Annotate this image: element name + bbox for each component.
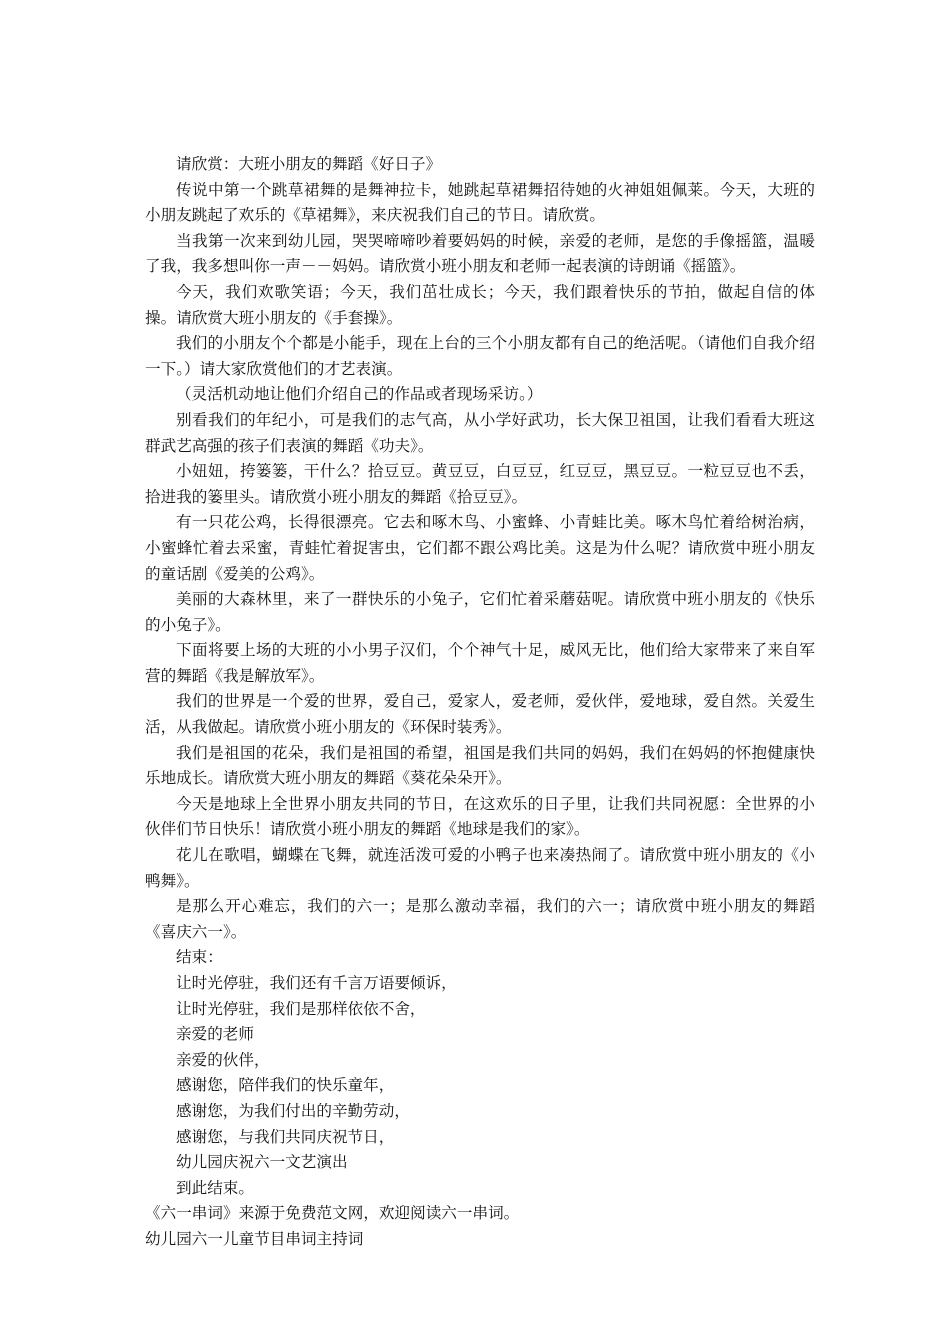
footer-section — [145, 1201, 815, 1252]
paragraph: 别看我们的年纪小，可是我们的志气高，从小学好武功，长大保卫祖国，让我们看看大班这群武艺高强的孩子们表演的舞蹈《功夫》。 — [145, 410, 815, 455]
closing-section — [145, 945, 815, 1201]
closing-heading: 结束： — [176, 948, 223, 967]
paragraph: 当我第一次来到幼儿园，哭哭啼啼吵着要妈妈的时候，亲爱的老师，是您的手像摇篮，温暖了我，我多想叫你一声－－妈妈。请欣赏小班小朋友和老师一起表演的诗朗诵《摇篮》。 — [145, 231, 815, 276]
closing-line: 幼儿园庆祝六一文艺演出 — [176, 1153, 348, 1172]
paragraph: 今天是地球上全世界小朋友共同的节日，在这欢乐的日子里，让我们共同祝愿：全世界的小伙伴们节日快乐！请欣赏小班小朋友的舞蹈《地球是我们的家》。 — [145, 794, 815, 839]
closing-line: 到此结束。 — [176, 1178, 254, 1197]
closing-line: 亲爱的老师 — [176, 1025, 254, 1044]
paragraph: 请欣赏：大班小朋友的舞蹈《好日子》 — [176, 155, 442, 173]
paragraph: 有一只花公鸡，长得很漂亮。它去和啄木鸟、小蜜蜂、小青蛙比美。啄木鸟忙着给树治病，小蜜蜂忙着去采蜜，青蛙忙着捉害虫，它们都不跟公鸡比美。这是为什么呢？请欣赏中班小朋友的童话剧《爱美的公鸡》。 — [145, 513, 815, 583]
document-body — [145, 152, 815, 1253]
source-note: 《六一串词》来源于免费范文网，欢迎阅读六一串词。 — [145, 1204, 520, 1223]
paragraph: 今天，我们欢歌笑语；今天，我们茁壮成长；今天，我们跟着快乐的节拍，做起自信的体操。请欣赏大班小朋友的《手套操》。 — [145, 282, 815, 327]
paragraph: 我们的世界是一个爱的世界，爱自己，爱家人，爱老师，爱伙伴，爱地球，爱自然。关爱生活，从我做起。请欣赏小班小朋友的《环保时装秀》。 — [145, 692, 815, 737]
closing-line: 感谢您，与我们共同庆祝节日， — [176, 1127, 395, 1146]
document-subtitle: 幼儿园六一儿童节目串词主持词 — [145, 1229, 364, 1248]
closing-line: 感谢您，陪伴我们的快乐童年， — [176, 1076, 395, 1095]
paragraph: 美丽的大森林里，来了一群快乐的小兔子，它们忙着采蘑菇呢。请欣赏中班小朋友的《快乐的小兔子》。 — [145, 590, 815, 634]
paragraph: 是那么开心难忘，我们的六一；是那么激动幸福，我们的六一；请欣赏中班小朋友的舞蹈《喜庆六一》。 — [145, 897, 815, 941]
paragraph: 传说中第一个跳草裙舞的是舞神拉卡，她跳起草裙舞招待她的火神姐姐佩莱。今天，大班的小朋友跳起了欢乐的《草裙舞》，来庆祝我们自己的节日。请欣赏。 — [145, 180, 815, 225]
closing-line: 让时光停驻，我们是那样依依不舍， — [176, 999, 426, 1018]
closing-line: 亲爱的伙伴， — [176, 1050, 270, 1069]
paragraph: 我们的小朋友个个都是小能手，现在上台的三个小朋友都有自己的绝活呢。（请他们自我介绍一下。）请大家欣赏他们的才艺表演。 — [145, 334, 815, 378]
paragraph: 我们是祖国的花朵，我们是祖国的希望，祖国是我们共同的妈妈，我们在妈妈的怀抱健康快乐地成长。请欣赏大班小朋友的舞蹈《葵花朵朵开》。 — [145, 743, 815, 788]
paragraph: 小妞妞，挎篓篓，干什么？拾豆豆。黄豆豆，白豆豆，红豆豆，黑豆豆。一粒豆豆也不丢，拾进我的篓里头。请欣赏小班小朋友的舞蹈《拾豆豆》。 — [145, 462, 815, 506]
closing-line: 感谢您，为我们付出的辛勤劳动， — [176, 1101, 410, 1120]
paragraph: 下面将要上场的大班的小小男子汉们，个个神气十足，威风无比，他们给大家带来了来自军营的舞蹈《我是解放军》。 — [145, 641, 815, 685]
paragraph: 花儿在歌唱，蝴蝶在飞舞，就连活泼可爱的小鸭子也来凑热闹了。请欣赏中班小朋友的《小鸭舞》。 — [145, 846, 815, 890]
paragraph: （灵活机动地让他们介绍自己的作品或者现场采访。） — [176, 385, 543, 404]
closing-line: 让时光停驻，我们还有千言万语要倾诉， — [176, 974, 457, 992]
